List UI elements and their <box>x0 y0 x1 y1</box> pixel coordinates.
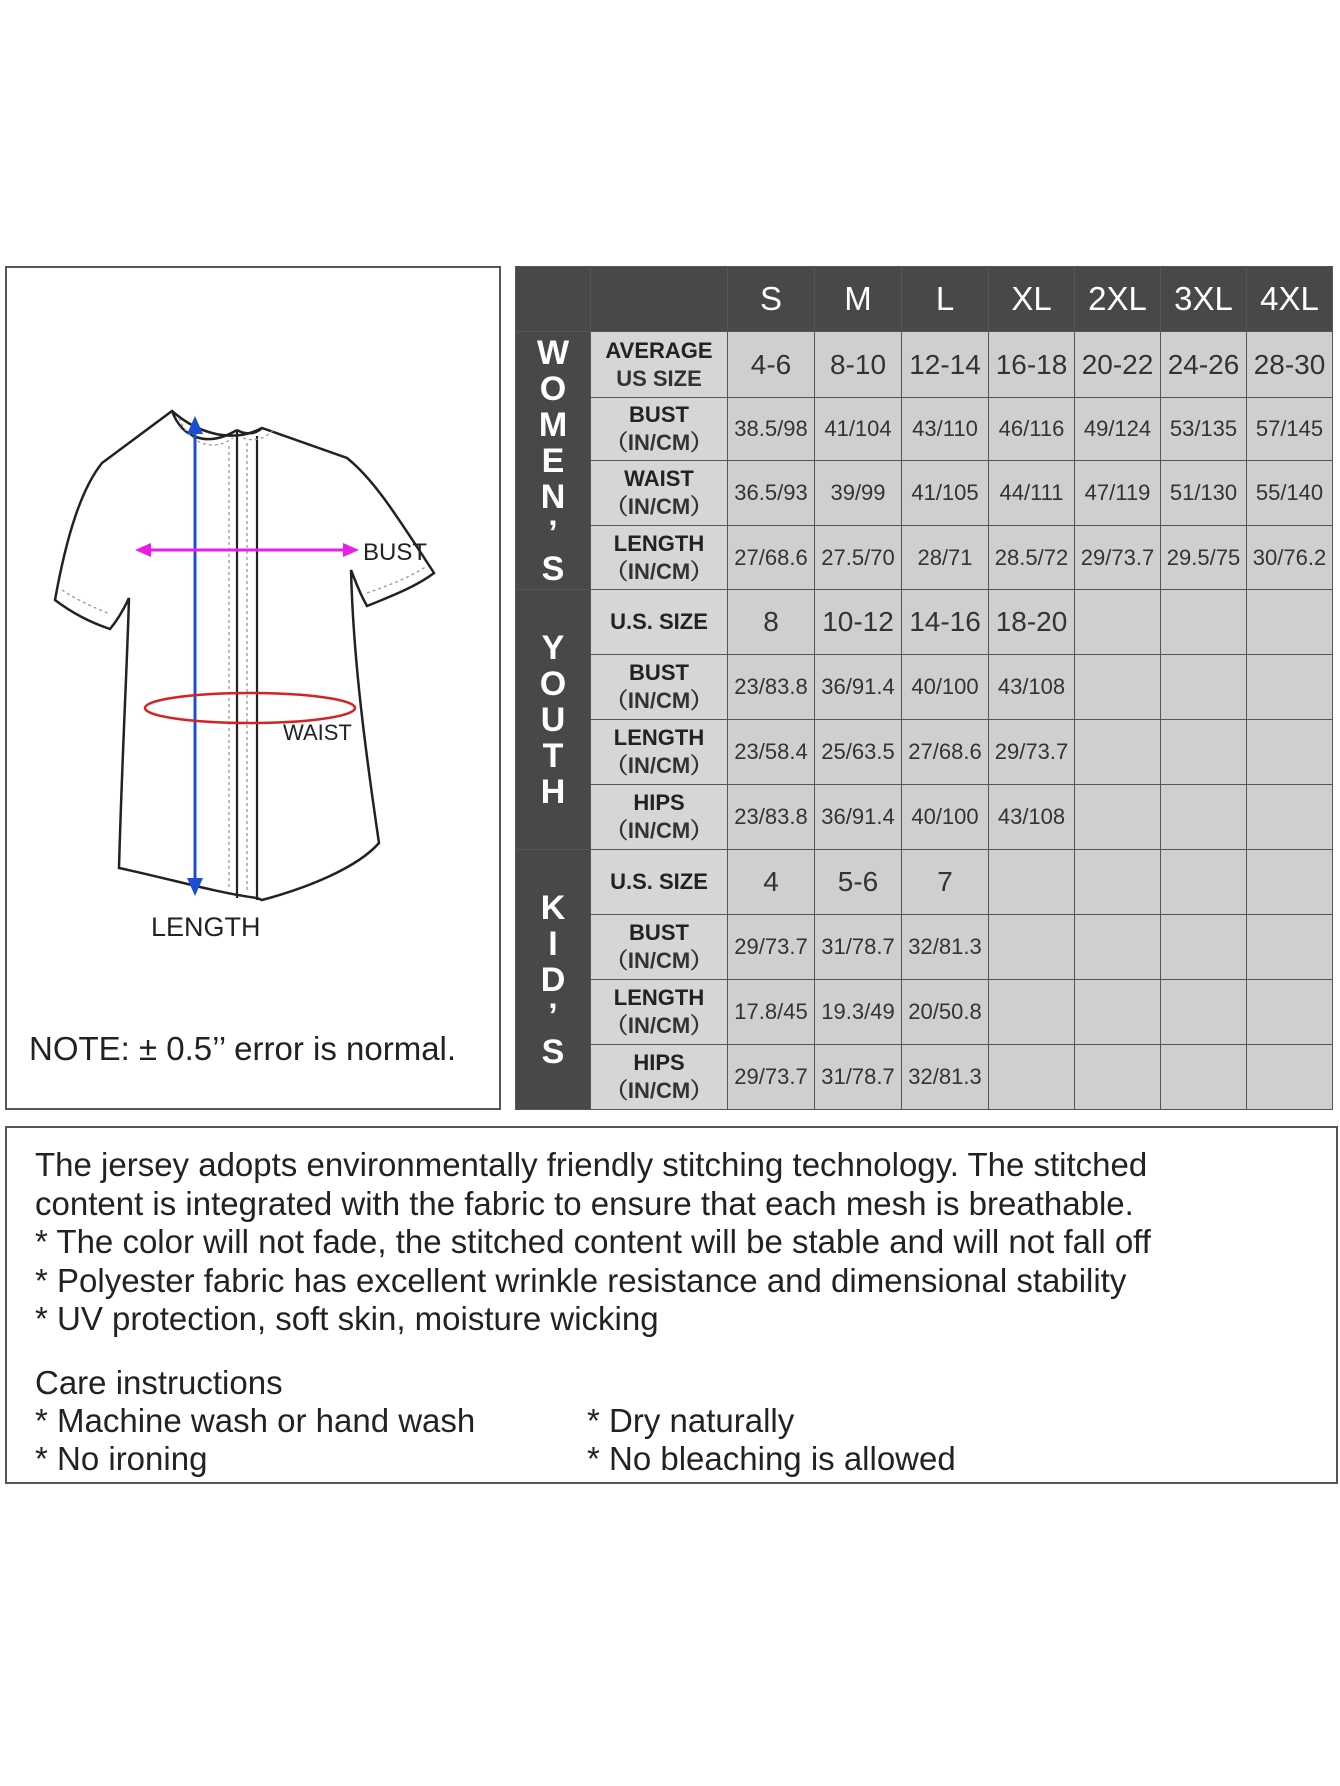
measure-name: LENGTH <box>613 725 705 750</box>
size-value-cell <box>1075 915 1161 980</box>
measure-unit: （IN/CM） <box>605 1078 713 1103</box>
size-value-cell: 31/78.7 <box>815 915 902 980</box>
size-value-cell <box>1075 785 1161 850</box>
measure-unit: US SIZE <box>616 365 702 391</box>
measure-label <box>591 915 728 980</box>
measure-label <box>591 590 728 655</box>
measure-label <box>591 980 728 1045</box>
size-value-cell <box>1247 785 1333 850</box>
size-value-cell: 55/140 <box>1247 461 1333 526</box>
size-value-cell: 38.5/98 <box>728 398 815 461</box>
size-row <box>516 980 1333 1045</box>
size-row <box>516 850 1333 915</box>
description-line: The jersey adopts environmentally friendly stitching technology. The stitched <box>35 1146 1148 1183</box>
size-value-cell: 43/110 <box>902 398 989 461</box>
measurement-note: NOTE: ± 0.5’’ error is normal. <box>29 1030 457 1067</box>
measure-name: U.S. SIZE <box>610 869 708 894</box>
care-item: * Dry naturally <box>587 1402 795 1439</box>
measure-label <box>591 526 728 590</box>
group-letter: W <box>536 333 570 372</box>
group-letter: O <box>539 369 567 408</box>
size-value-cell <box>989 915 1075 980</box>
group-letter: S <box>541 1032 565 1071</box>
size-value-cell: 29.5/75 <box>1161 526 1247 590</box>
size-value-cell: 36/91.4 <box>815 655 902 720</box>
bust-label: BUST <box>363 539 428 566</box>
group-label <box>516 590 591 850</box>
size-row <box>516 720 1333 785</box>
size-value-cell: 16-18 <box>989 332 1075 398</box>
size-value-cell: 23/83.8 <box>728 785 815 850</box>
size-value-cell <box>1247 590 1333 655</box>
size-value-cell: 27.5/70 <box>815 526 902 590</box>
measure-label <box>591 785 728 850</box>
size-value-cell: 20-22 <box>1075 332 1161 398</box>
size-value-cell <box>1161 915 1247 980</box>
size-value-cell: 23/83.8 <box>728 655 815 720</box>
measure-label <box>591 461 728 526</box>
measure-unit: （IN/CM） <box>605 1013 713 1038</box>
size-row <box>516 398 1333 461</box>
size-value-cell: 36/91.4 <box>815 785 902 850</box>
size-value-cell <box>1075 720 1161 785</box>
size-value-cell: 4 <box>728 850 815 915</box>
product-description-panel <box>5 1126 1338 1484</box>
description-line: * UV protection, soft skin, moisture wicking <box>35 1300 659 1337</box>
size-value-cell: 24-26 <box>1161 332 1247 398</box>
size-value-cell: 17.8/45 <box>728 980 815 1045</box>
size-value-cell <box>989 850 1075 915</box>
size-header-row <box>516 267 1333 332</box>
size-value-cell: 44/111 <box>989 461 1075 526</box>
size-chart-table <box>515 266 1333 1110</box>
size-value-cell: 51/130 <box>1161 461 1247 526</box>
description-line: content is integrated with the fabric to ensure that each mesh is breathable. <box>35 1184 1134 1222</box>
size-value-cell: 40/100 <box>902 655 989 720</box>
group-label <box>516 850 591 1110</box>
measure-label <box>591 720 728 785</box>
description-line: * The color will not fade, the stitched content will be stable and will not fall off <box>35 1223 1151 1260</box>
measure-unit: （IN/CM） <box>605 558 713 584</box>
size-value-cell <box>1247 655 1333 720</box>
size-row <box>516 332 1333 398</box>
group-letter: H <box>540 772 566 811</box>
size-value-cell: 25/63.5 <box>815 720 902 785</box>
size-header-xl: XL <box>989 267 1075 332</box>
measurement-diagram-panel <box>5 266 501 1110</box>
waist-label: WAIST <box>283 720 352 745</box>
size-value-cell <box>1075 850 1161 915</box>
size-value-cell: 57/145 <box>1247 398 1333 461</box>
size-value-cell: 53/135 <box>1161 398 1247 461</box>
measure-label <box>591 1045 728 1110</box>
care-instructions-title: Care instructions <box>35 1364 283 1401</box>
measure-unit: （IN/CM） <box>605 948 713 973</box>
size-header-s: S <box>728 267 815 332</box>
size-value-cell: 43/108 <box>989 655 1075 720</box>
size-value-cell <box>1161 785 1247 850</box>
size-value-cell: 7 <box>902 850 989 915</box>
measure-unit: （IN/CM） <box>605 818 713 843</box>
size-value-cell: 20/50.8 <box>902 980 989 1045</box>
size-value-cell: 41/104 <box>815 398 902 461</box>
size-value-cell: 4-6 <box>728 332 815 398</box>
size-row <box>516 461 1333 526</box>
size-value-cell <box>1161 850 1247 915</box>
measure-name: U.S. SIZE <box>610 609 708 634</box>
size-value-cell <box>1161 590 1247 655</box>
size-value-cell: 32/81.3 <box>902 915 989 980</box>
size-value-cell: 29/73.7 <box>989 720 1075 785</box>
size-value-cell: 39/99 <box>815 461 902 526</box>
group-letter: O <box>539 664 567 703</box>
size-value-cell: 28.5/72 <box>989 526 1075 590</box>
size-value-cell: 30/76.2 <box>1247 526 1333 590</box>
care-item: * No bleaching is allowed <box>587 1440 956 1477</box>
size-value-cell: 28/71 <box>902 526 989 590</box>
size-value-cell: 5-6 <box>815 850 902 915</box>
size-value-cell <box>989 1045 1075 1110</box>
size-value-cell <box>989 980 1075 1045</box>
measure-name: BUST <box>629 660 689 685</box>
size-value-cell: 8-10 <box>815 332 902 398</box>
measure-name: HIPS <box>633 1050 685 1075</box>
header-blank <box>516 267 591 332</box>
group-letter: Y <box>541 628 565 667</box>
care-item: * Machine wash or hand wash <box>35 1402 476 1439</box>
size-value-cell: 40/100 <box>902 785 989 850</box>
size-value-cell <box>1075 980 1161 1045</box>
size-header-2xl: 2XL <box>1075 267 1161 332</box>
measure-label <box>591 655 728 720</box>
size-value-cell: 23/58.4 <box>728 720 815 785</box>
size-value-cell: 8 <box>728 590 815 655</box>
measure-unit: （IN/CM） <box>605 753 713 778</box>
measure-unit: （IN/CM） <box>605 494 713 519</box>
measure-name: AVERAGE <box>605 337 713 363</box>
size-value-cell: 46/116 <box>989 398 1075 461</box>
group-letter: M <box>538 405 568 444</box>
size-value-cell: 27/68.6 <box>728 526 815 590</box>
size-value-cell: 29/73.7 <box>728 1045 815 1110</box>
description-text <box>35 1146 1151 1339</box>
size-row <box>516 526 1333 590</box>
measure-name: LENGTH <box>613 530 705 556</box>
measure-label <box>591 850 728 915</box>
group-letter: E <box>541 441 565 480</box>
group-letter: ’ <box>548 513 558 552</box>
group-letter: U <box>540 700 566 739</box>
size-value-cell: 28-30 <box>1247 332 1333 398</box>
measure-name: BUST <box>629 402 689 427</box>
size-value-cell: 43/108 <box>989 785 1075 850</box>
size-value-cell <box>1161 980 1247 1045</box>
size-value-cell <box>1075 590 1161 655</box>
measure-name: LENGTH <box>613 985 705 1010</box>
size-value-cell <box>1247 1045 1333 1110</box>
measure-label <box>591 332 728 398</box>
size-value-cell: 18-20 <box>989 590 1075 655</box>
measure-unit: （IN/CM） <box>605 688 713 713</box>
size-header-l: L <box>902 267 989 332</box>
group-letter: S <box>541 549 565 588</box>
measure-unit: （IN/CM） <box>605 430 713 455</box>
size-value-cell <box>1161 720 1247 785</box>
size-value-cell <box>1247 850 1333 915</box>
size-value-cell: 29/73.7 <box>728 915 815 980</box>
size-value-cell: 14-16 <box>902 590 989 655</box>
size-value-cell <box>1075 655 1161 720</box>
jersey-outline <box>55 411 434 900</box>
size-value-cell: 10-12 <box>815 590 902 655</box>
group-letter: ’ <box>548 996 558 1035</box>
size-header-3xl: 3XL <box>1161 267 1247 332</box>
size-value-cell: 41/105 <box>902 461 989 526</box>
size-value-cell <box>1247 980 1333 1045</box>
size-value-cell: 36.5/93 <box>728 461 815 526</box>
measure-name: HIPS <box>633 790 685 815</box>
size-value-cell: 49/124 <box>1075 398 1161 461</box>
size-value-cell <box>1161 1045 1247 1110</box>
group-letter: K <box>540 888 566 927</box>
measure-name: WAIST <box>624 466 694 491</box>
size-row <box>516 785 1333 850</box>
length-label: LENGTH <box>151 912 261 942</box>
measure-name: BUST <box>629 920 689 945</box>
group-letter: I <box>548 924 558 963</box>
description-line: * Polyester fabric has excellent wrinkle resistance and dimensional stability <box>35 1261 1127 1299</box>
size-value-cell: 29/73.7 <box>1075 526 1161 590</box>
size-header-m: M <box>815 267 902 332</box>
size-row <box>516 915 1333 980</box>
group-letter: T <box>542 736 564 775</box>
size-value-cell: 31/78.7 <box>815 1045 902 1110</box>
size-value-cell: 27/68.6 <box>902 720 989 785</box>
size-value-cell: 47/119 <box>1075 461 1161 526</box>
size-row <box>516 590 1333 655</box>
size-value-cell: 32/81.3 <box>902 1045 989 1110</box>
group-label <box>516 332 591 590</box>
size-value-cell: 12-14 <box>902 332 989 398</box>
jersey-diagram <box>7 268 503 1112</box>
size-value-cell: 19.3/49 <box>815 980 902 1045</box>
size-header-4xl: 4XL <box>1247 267 1333 332</box>
group-letter: N <box>540 477 566 516</box>
group-letter: D <box>540 960 566 999</box>
header-blank <box>591 267 728 332</box>
size-row <box>516 1045 1333 1110</box>
size-value-cell <box>1161 655 1247 720</box>
size-value-cell <box>1247 915 1333 980</box>
care-item: * No ironing <box>35 1440 208 1477</box>
size-row <box>516 655 1333 720</box>
size-value-cell <box>1247 720 1333 785</box>
size-value-cell <box>1075 1045 1161 1110</box>
measure-label <box>591 398 728 461</box>
